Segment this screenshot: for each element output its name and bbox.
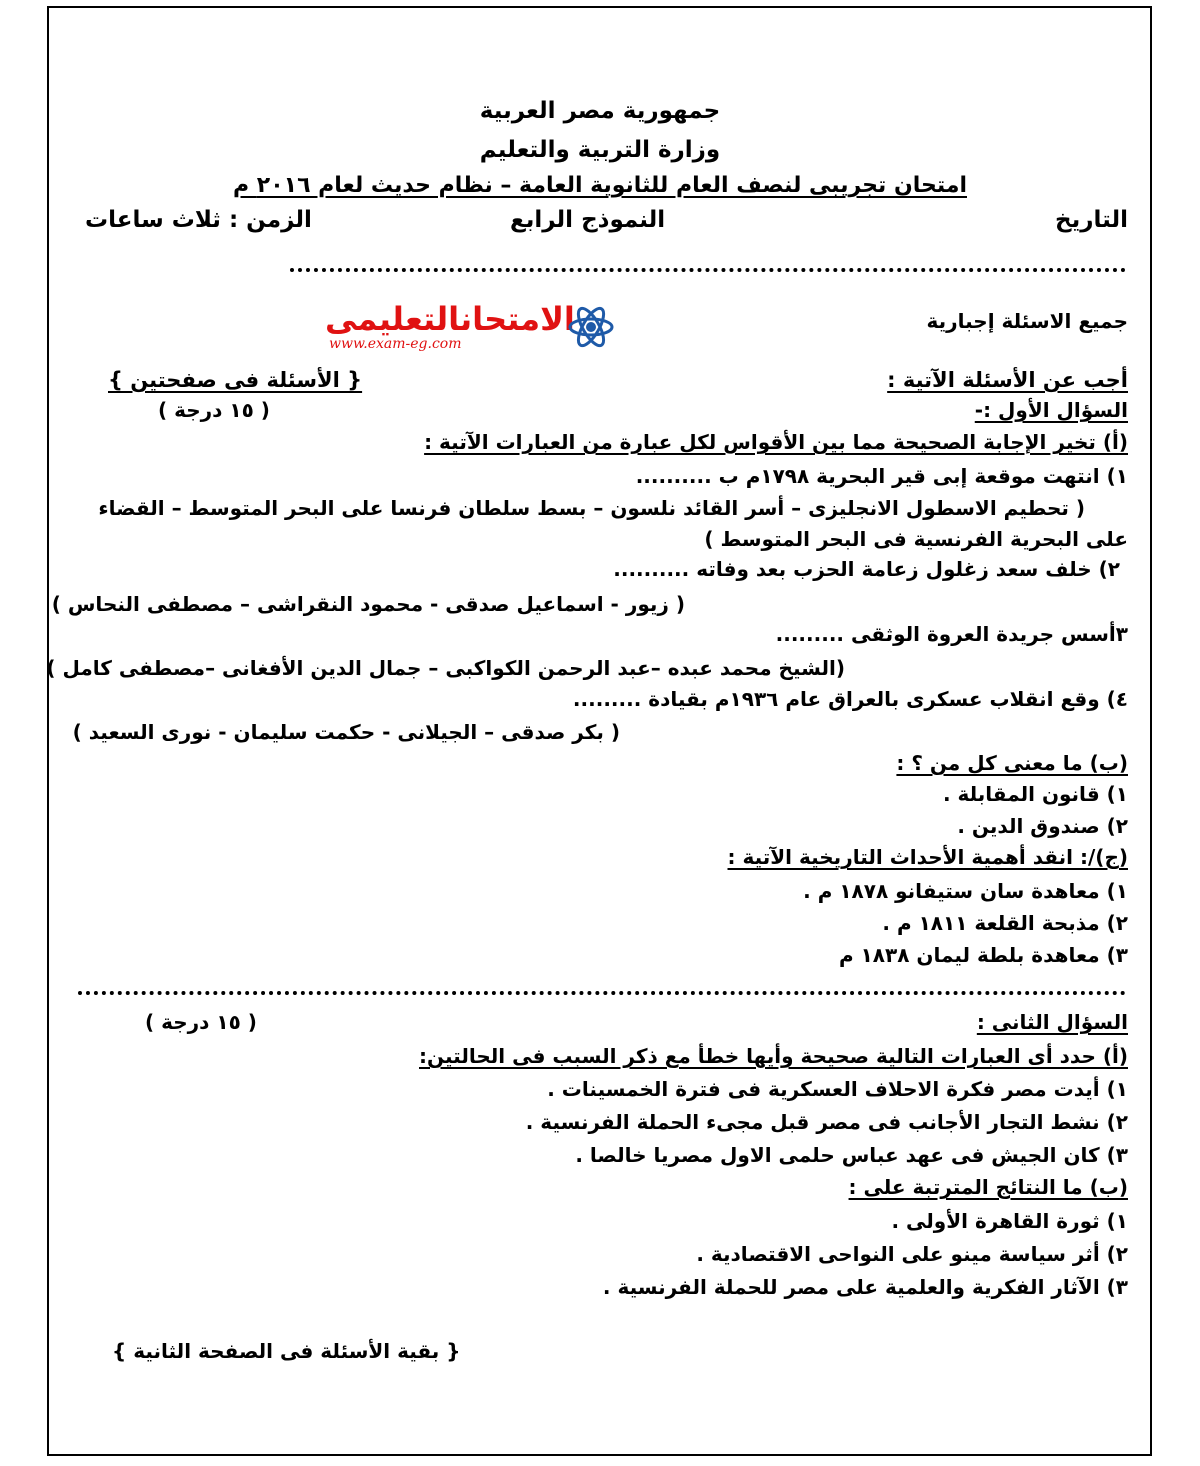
q1-part-c-heading: (ج)/: انقد أهمية الأحداث التاريخية الآتية : xyxy=(727,845,1128,869)
q1-c-item-3: ٣) معاهدة بلطة ليمان ١٨٣٨ م xyxy=(838,943,1128,967)
exam-title: امتحان تجريبى لنصف العام للثانوية العامة – نظام حديث لعام ٢٠١٦ م xyxy=(232,173,967,198)
model-number: النموذج الرابع xyxy=(510,207,666,233)
q1-c-item-2: ٢) مذبحة القلعة ١٨١١ م . xyxy=(882,911,1128,935)
pages-note: { الأسئلة فى صفحتين } xyxy=(108,368,363,392)
q2-b-item-3: ٣) الآثار الفكرية والعلمية على مصر للحملة الفرنسية . xyxy=(602,1275,1128,1299)
logo-text: الامتحانالتعليمى xyxy=(325,300,575,338)
q1-item-3: ٣أسس جريدة العروة الوثقى ......... xyxy=(775,622,1128,646)
q2-a-item-3: ٣) كان الجيش فى عهد عباس حلمى الاول مصريا خالصا . xyxy=(575,1143,1128,1167)
q1-item-1: ١) انتهت موقعة إبى قير البحرية ١٧٩٨م ب .......... xyxy=(635,464,1128,488)
q1-item-4-options: ( بكر صدقى – الجيلانى - حكمت سليمان - نورى السعيد ) xyxy=(72,720,620,744)
question-1-title: السؤال الأول :- xyxy=(974,398,1128,422)
q1-item-4: ٤) وقع انقلاب عسكرى بالعراق عام ١٩٣٦م بقيادة ......... xyxy=(572,687,1128,711)
q1-item-2-options: ( زيور - اسماعيل صدقى - محمود النقراشى – مصطفى النحاس ) xyxy=(51,592,685,616)
q2-a-item-1: ١) أيدت مصر فكرة الاحلاف العسكرية فى فترة الخمسينات . xyxy=(547,1077,1128,1101)
q1-item-1-options: ( تحطيم الاسطول الانجليزى – أسر القائد نلسون – بسط سلطان فرنسا على البحر المتوسط – القضاء xyxy=(98,496,1085,520)
question-2-marks: ( ١٥ درجة ) xyxy=(145,1010,257,1034)
country-name: جمهورية مصر العربية xyxy=(479,98,721,124)
logo-url: www.exam-eg.com xyxy=(329,336,462,352)
q1-b-item-2: ٢) صندوق الدين . xyxy=(957,814,1128,838)
q2-b-item-2: ٢) أثر سياسة مينو على النواحى الاقتصادية . xyxy=(696,1242,1128,1266)
divider xyxy=(290,268,1126,272)
q2-b-item-1: ١) ثورة القاهرة الأولى . xyxy=(891,1209,1128,1233)
q1-item-3-options: (الشيخ محمد عبده –عبد الرحمن الكواكبى – جمال الدين الأفغانى –مصطفى كامل ) xyxy=(46,656,845,680)
site-logo xyxy=(325,300,625,360)
q2-part-b-heading: (ب) ما النتائج المترتبة على : xyxy=(848,1175,1128,1199)
mandatory-note: جميع الاسئلة إجبارية xyxy=(926,309,1128,333)
q1-item-1-options-cont: على البحرية الفرنسية فى البحر المتوسط ) xyxy=(704,527,1128,551)
continue-note: { بقية الأسئلة فى الصفحة الثانية } xyxy=(112,1339,461,1363)
q2-a-item-2: ٢) نشط التجار الأجانب فى مصر قبل مجىء الحملة الفرنسية . xyxy=(525,1110,1128,1134)
q1-item-2: ٢) خلف سعد زغلول زعامة الحزب بعد وفاته .......... xyxy=(613,557,1120,581)
divider xyxy=(78,991,1126,995)
question-1-marks: ( ١٥ درجة ) xyxy=(158,398,270,422)
answer-instruction: أجب عن الأسئلة الآتية : xyxy=(887,368,1128,392)
q1-c-item-1: ١) معاهدة سان ستيفانو ١٨٧٨ م . xyxy=(803,879,1128,903)
exam-duration: الزمن : ثلاث ساعات xyxy=(85,207,312,233)
q1-part-a-heading: (أ) تخير الإجابة الصحيحة مما بين الأقواس لكل عبارة من العبارات الآتية : xyxy=(424,430,1128,454)
atom-icon xyxy=(567,302,615,352)
q2-part-a-heading: (أ) حدد أى العبارات التالية صحيحة وأيها خطأ مع ذكر السبب فى الحالتين: xyxy=(419,1044,1128,1068)
date-label: التاريخ xyxy=(1055,207,1128,233)
q1-b-item-1: ١) قانون المقابلة . xyxy=(942,782,1128,806)
ministry-name: وزارة التربية والتعليم xyxy=(479,137,721,163)
question-2-title: السؤال الثانى : xyxy=(976,1010,1128,1034)
q1-part-b-heading: (ب) ما معنى كل من ؟ : xyxy=(896,751,1128,775)
